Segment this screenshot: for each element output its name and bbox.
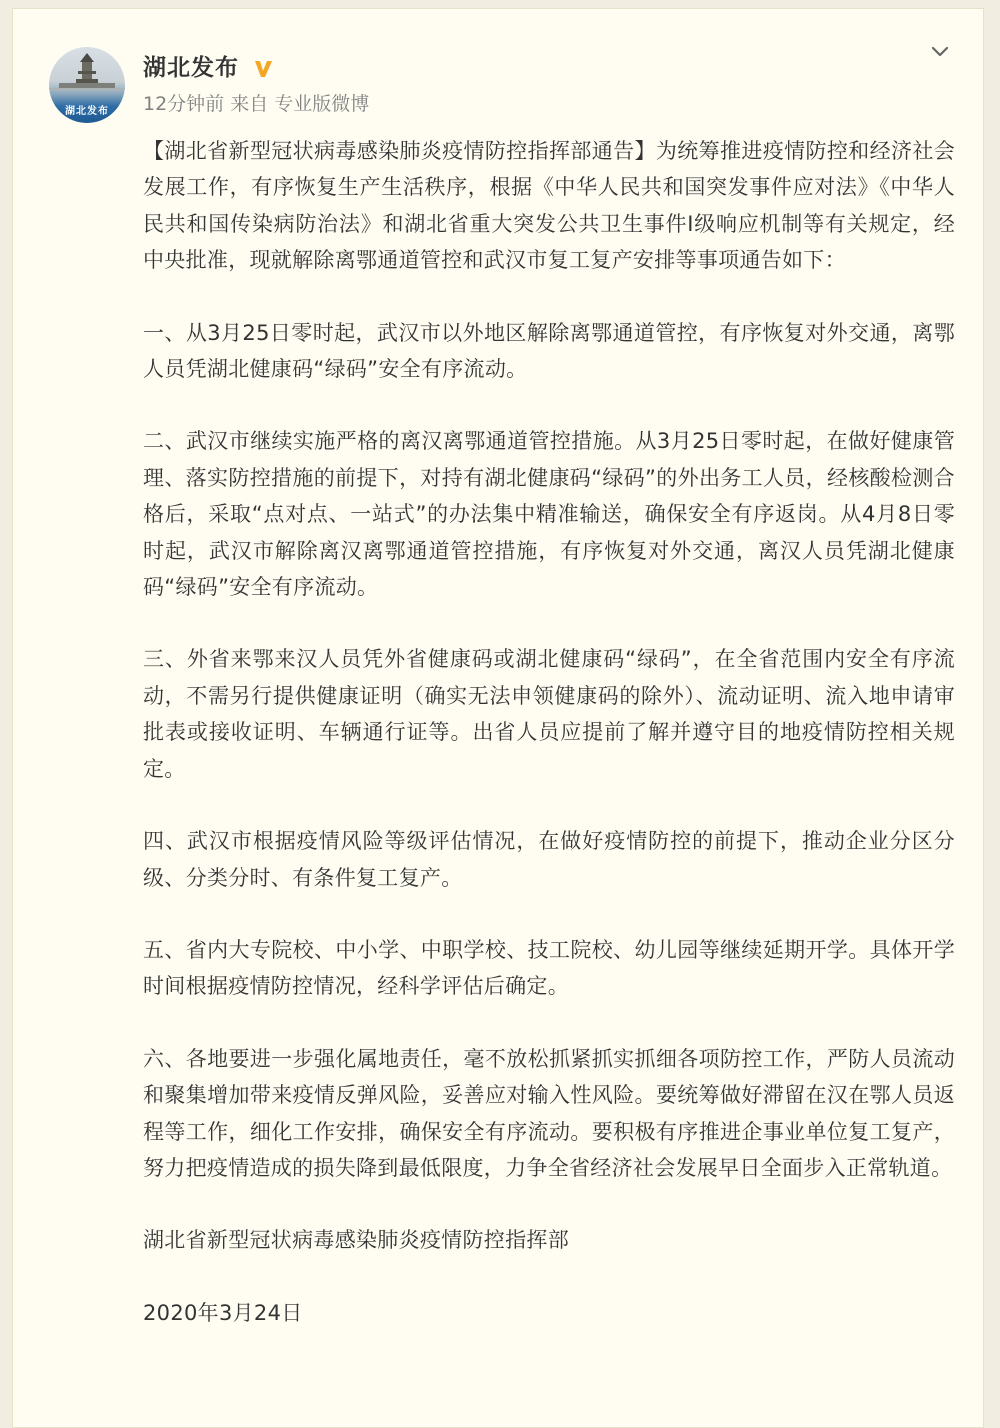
notice-item-1: 一、从3月25日零时起，武汉市以外地区解除离鄂通道管控，有序恢复对外交通，离鄂人员凭湖北健康码“绿码”安全有序流动。 xyxy=(143,320,955,382)
post-intro: 【湖北省新型冠状病毒感染肺炎疫情防控指挥部通告】为统筹推进疫情防控和经济社会发展工作，有序恢复生产生活秩序，根据《中华人民共和国突发事件应对法》《中华人民共和国传染病防治法》和湖北省重大突发公共卫生事件I级响应机制等有关规定，经中央批准，现就解除离鄂通道管控和武汉市复工复产安排等事项通告如下： xyxy=(143,139,955,273)
post-content xyxy=(143,133,955,1331)
post-source[interactable]: 专业版微博 xyxy=(274,93,370,115)
post-time[interactable]: 12分钟前 xyxy=(143,93,225,115)
notice-item-2: 二、武汉市继续实施严格的离汉离鄂通道管控措施。从3月25日零时起，在做好健康管理、落实防控措施的前提下，对持有湖北健康码“绿码”的外出务工人员，经核酸检测合格后，采取“点对点、一站式”的办法集中精准输送，确保安全有序返岗。从4月8日零时起，武汉市解除离汉离鄂通道管控措施，有序恢复对外交通，离汉人员凭湖北健康码“绿码”安全有序流动。 xyxy=(143,429,955,600)
notice-item-6: 六、各地要进一步强化属地责任，毫不放松抓紧抓实抓细各项防控工作，严防人员流动和聚集增加带来疫情反弹风险，妥善应对输入性风险。要统筹做好滞留在汉在鄂人员返程等工作，细化工作安排，确保安全有序流动。要积极有序推进企事业单位复工复产，努力把疫情造成的损失降到最低限度，力争全省经济社会发展早日全面步入正常轨道。 xyxy=(143,1046,955,1180)
chevron-down-icon[interactable] xyxy=(929,41,951,63)
avatar-label: 湖北发布 xyxy=(65,106,109,117)
account-name[interactable]: 湖北发布 xyxy=(143,55,239,81)
avatar[interactable] xyxy=(49,47,125,123)
notice-item-4: 四、武汉市根据疫情风险等级评估情况，在做好疫情防控的前提下，推动企业分区分级、分类分时、有条件复工复产。 xyxy=(143,829,955,890)
notice-signature: 湖北省新型冠状病毒感染肺炎疫情防控指挥部 xyxy=(143,1228,569,1253)
notice-item-5: 五、省内大专院校、中小学、中职学校、技工院校、幼儿园等继续延期开学。具体开学时间根据疫情防控情况，经科学评估后确定。 xyxy=(143,937,955,999)
verified-v-icon xyxy=(252,57,274,79)
weibo-post-card xyxy=(12,8,984,1428)
notice-item-3: 三、外省来鄂来汉人员凭外省健康码或湖北健康码“绿码”，在全省范围内安全有序流动，不需另行提供健康证明（确实无法申领健康码的除外）、流动证明、流入地申请审批表或接收证明、车辆通行证等。出省人员应提前了解并遵守目的地疫情防控相关规定。 xyxy=(143,647,955,781)
source-prefix: 来自 xyxy=(230,93,269,115)
post-meta xyxy=(143,91,369,117)
notice-date: 2020年3月24日 xyxy=(143,1300,303,1325)
